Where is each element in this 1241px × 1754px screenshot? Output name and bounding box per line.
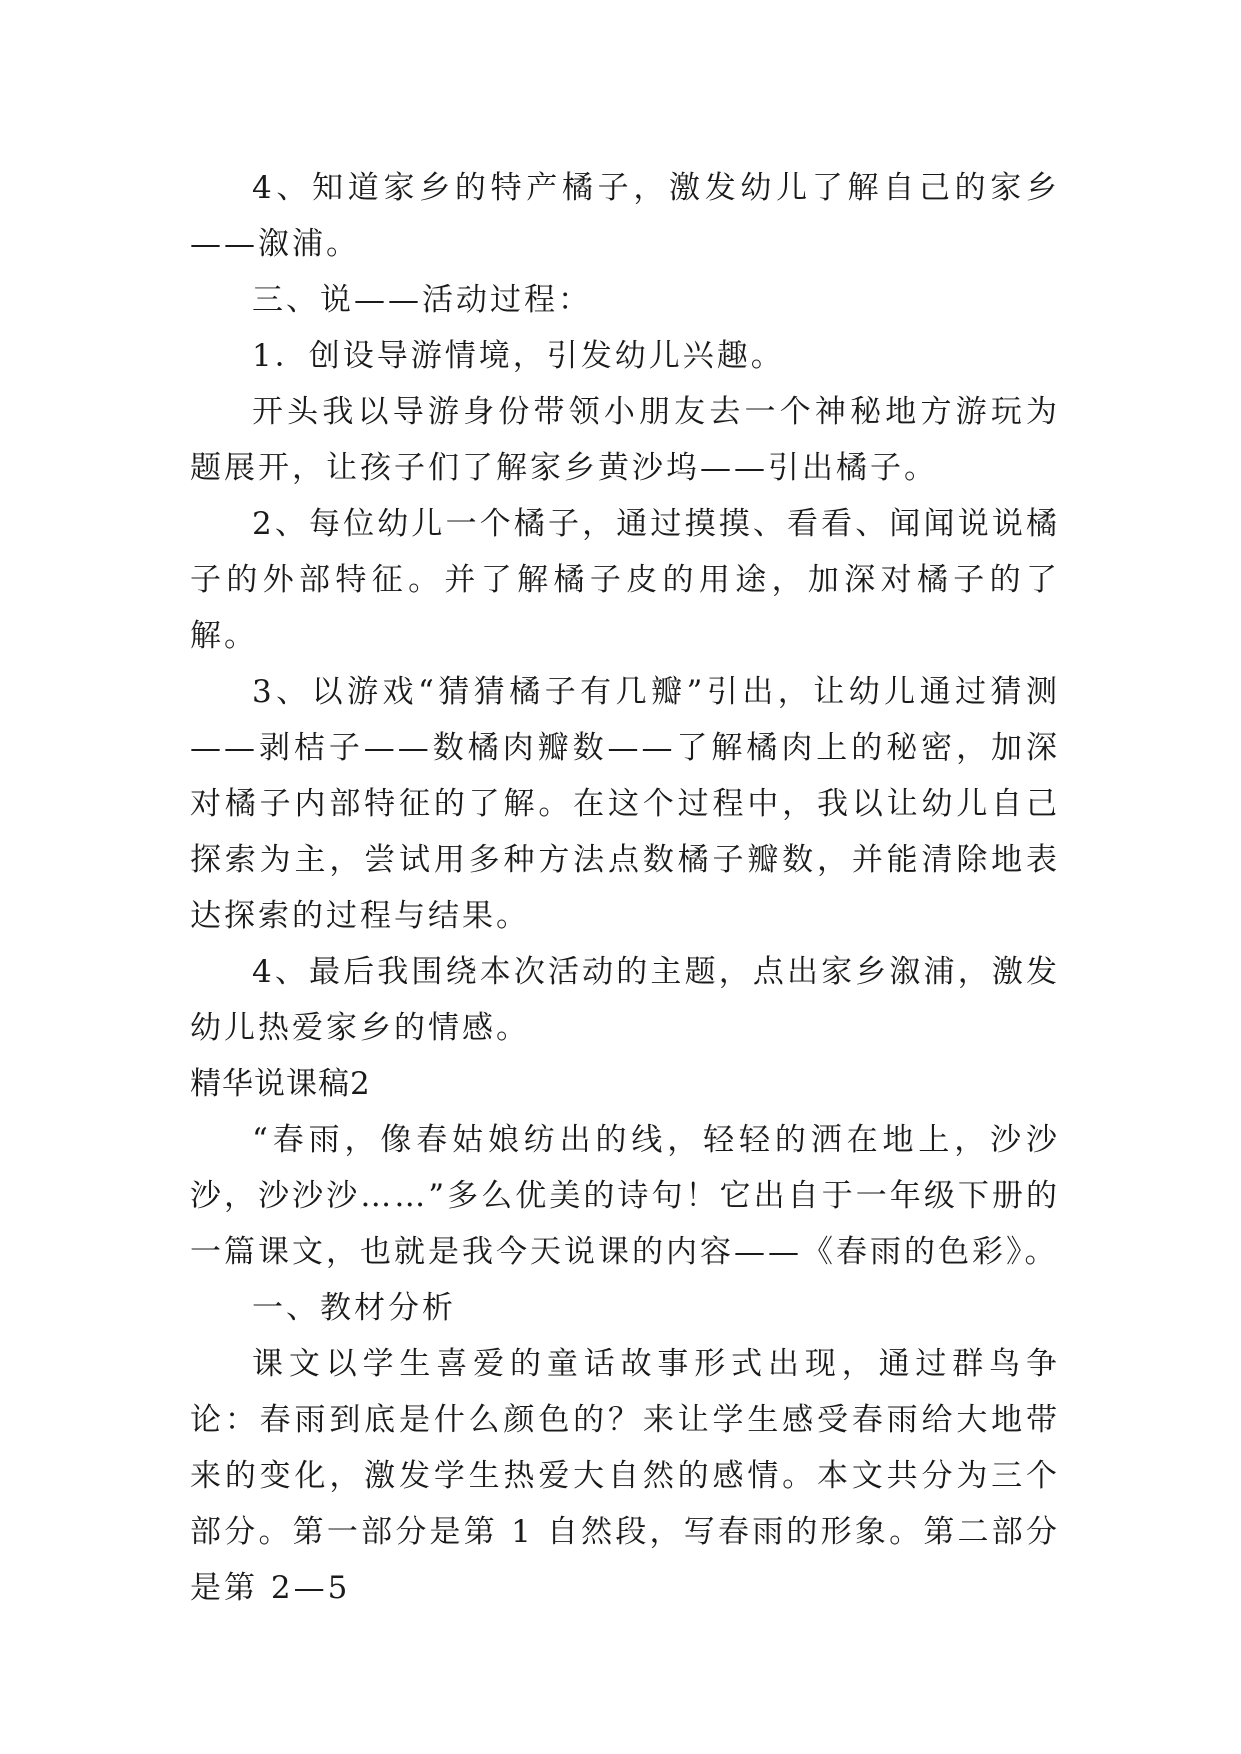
paragraph-step-4: 4、最后我围绕本次活动的主题，点出家乡溆浦，激发幼儿热爱家乡的情感。 bbox=[190, 954, 1060, 1046]
paragraph-step-3: 3、以游戏“猜猜橘子有几瓣”引出，让幼儿通过猜测——剥桔子——数橘肉瓣数——了解橘肉上的秘密，加深对橘子内部特征的了解。在这个过程中，我以让幼儿自己探索为主，尝试用多种方法点数橘子瓣数，并能清除地表达探索的过程与结果。 bbox=[190, 674, 1060, 934]
paragraph-step-2: 2、每位幼儿一个橘子，通过摸摸、看看、闻闻说说橘子的外部特征。并了解橘子皮的用途，加深对橘子的了解。 bbox=[190, 506, 1060, 654]
section-3-title: 三、说——活动过程： bbox=[252, 282, 592, 318]
paragraph-analysis: 课文以学生喜爱的童话故事形式出现，通过群鸟争论：春雨到底是什么颜色的？来让学生感受春雨给大地带来的变化，激发学生热爱大自然的感情。本文共分为三个部分。第一部分是第 1 自然段，写春雨的形象。第二部分是第 2—5 bbox=[190, 1346, 1060, 1606]
section-1-title: 一、教材分析 bbox=[252, 1290, 456, 1326]
section-heading: 精华说课稿2 bbox=[190, 1066, 371, 1102]
paragraph-goal-4: 4、知道家乡的特产橘子，激发幼儿了解自己的家乡——溆浦。 bbox=[190, 170, 1060, 262]
document-body bbox=[190, 160, 1060, 1616]
paragraph-intro: “春雨，像春姑娘纺出的线，轻轻的洒在地上，沙沙沙，沙沙沙……”多么优美的诗句！它出自于一年级下册的一篇课文，也就是我今天说课的内容——《春雨的色彩》。 bbox=[190, 1122, 1060, 1270]
paragraph-step-1-detail: 开头我以导游身份带领小朋友去一个神秘地方游玩为题展开，让孩子们了解家乡黄沙坞——引出橘子。 bbox=[190, 394, 1060, 486]
paragraph-step-1: 1．创设导游情境，引发幼儿兴趣。 bbox=[252, 338, 785, 374]
